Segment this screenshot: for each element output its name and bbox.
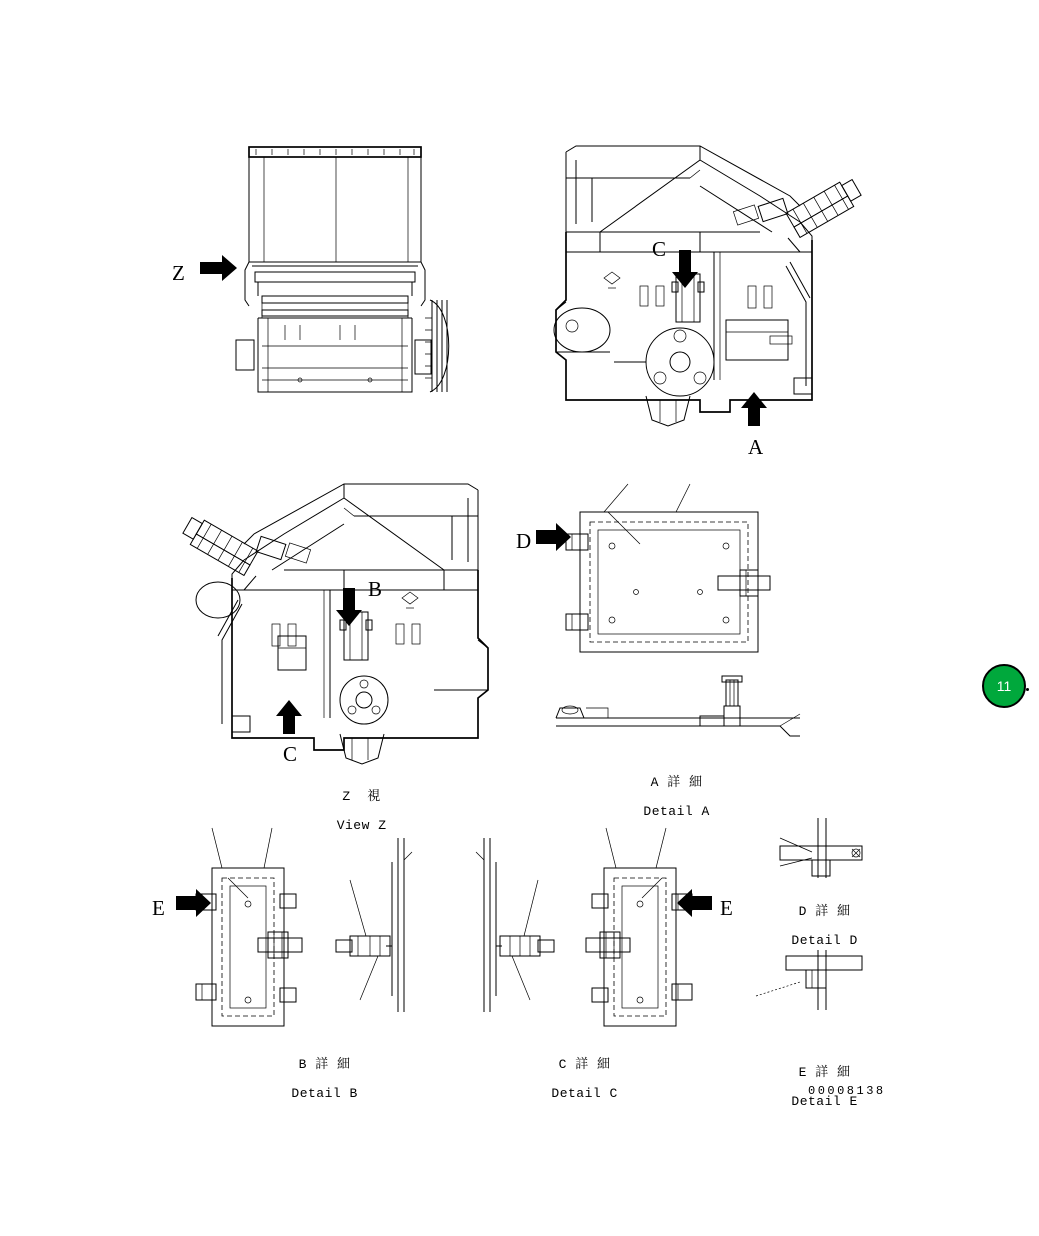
caption-view-z-jp: Z 視 [342,788,381,804]
caption-detail-e-en: Detail E [791,1093,858,1109]
caption-detail-d-jp: D 詳 細 [798,903,851,919]
view-marker-b-mid: B [368,577,383,601]
view-marker-a-top: A [748,435,764,459]
detail-c-drawing [476,828,712,1026]
detail-d-panel [536,484,770,652]
callout-item-11-number: 11 [996,678,1012,694]
detail-b-drawing [176,828,412,1026]
front-view-assembly [200,147,449,392]
caption-view-z-en: View Z [336,817,387,833]
caption-detail-c-jp: C 詳 細 [558,1056,611,1072]
detail-a-drawing [556,676,800,736]
callout-item-11[interactable] [982,664,1026,708]
view-marker-e-right: E [720,896,733,920]
caption-detail-c [508,1043,628,1116]
view-marker-z: Z [172,261,185,285]
side-view-assembly-right [554,146,864,426]
caption-detail-a [600,761,720,834]
caption-view-z [300,775,390,848]
caption-detail-b-en: Detail B [291,1085,358,1101]
view-marker-e-left: E [152,896,165,920]
caption-detail-a-en: Detail A [643,803,710,819]
caption-detail-e-jp: E 詳 細 [798,1064,851,1080]
detail-d-small [780,818,862,878]
caption-detail-d-en: Detail D [791,932,858,948]
callout-leader-dot [1026,688,1029,691]
caption-detail-d [748,890,868,963]
drawing-part-code: 00008138 [808,1084,886,1098]
view-z-assembly [180,484,488,764]
caption-detail-b-jp: B 詳 細 [298,1056,351,1072]
view-marker-d-mid: D [516,529,532,553]
caption-detail-a-jp: A 詳 細 [650,774,703,790]
view-marker-c-mid: C [283,742,298,766]
caption-detail-c-en: Detail C [551,1085,618,1101]
caption-detail-b [248,1043,368,1116]
view-marker-c-top: C [652,237,667,261]
